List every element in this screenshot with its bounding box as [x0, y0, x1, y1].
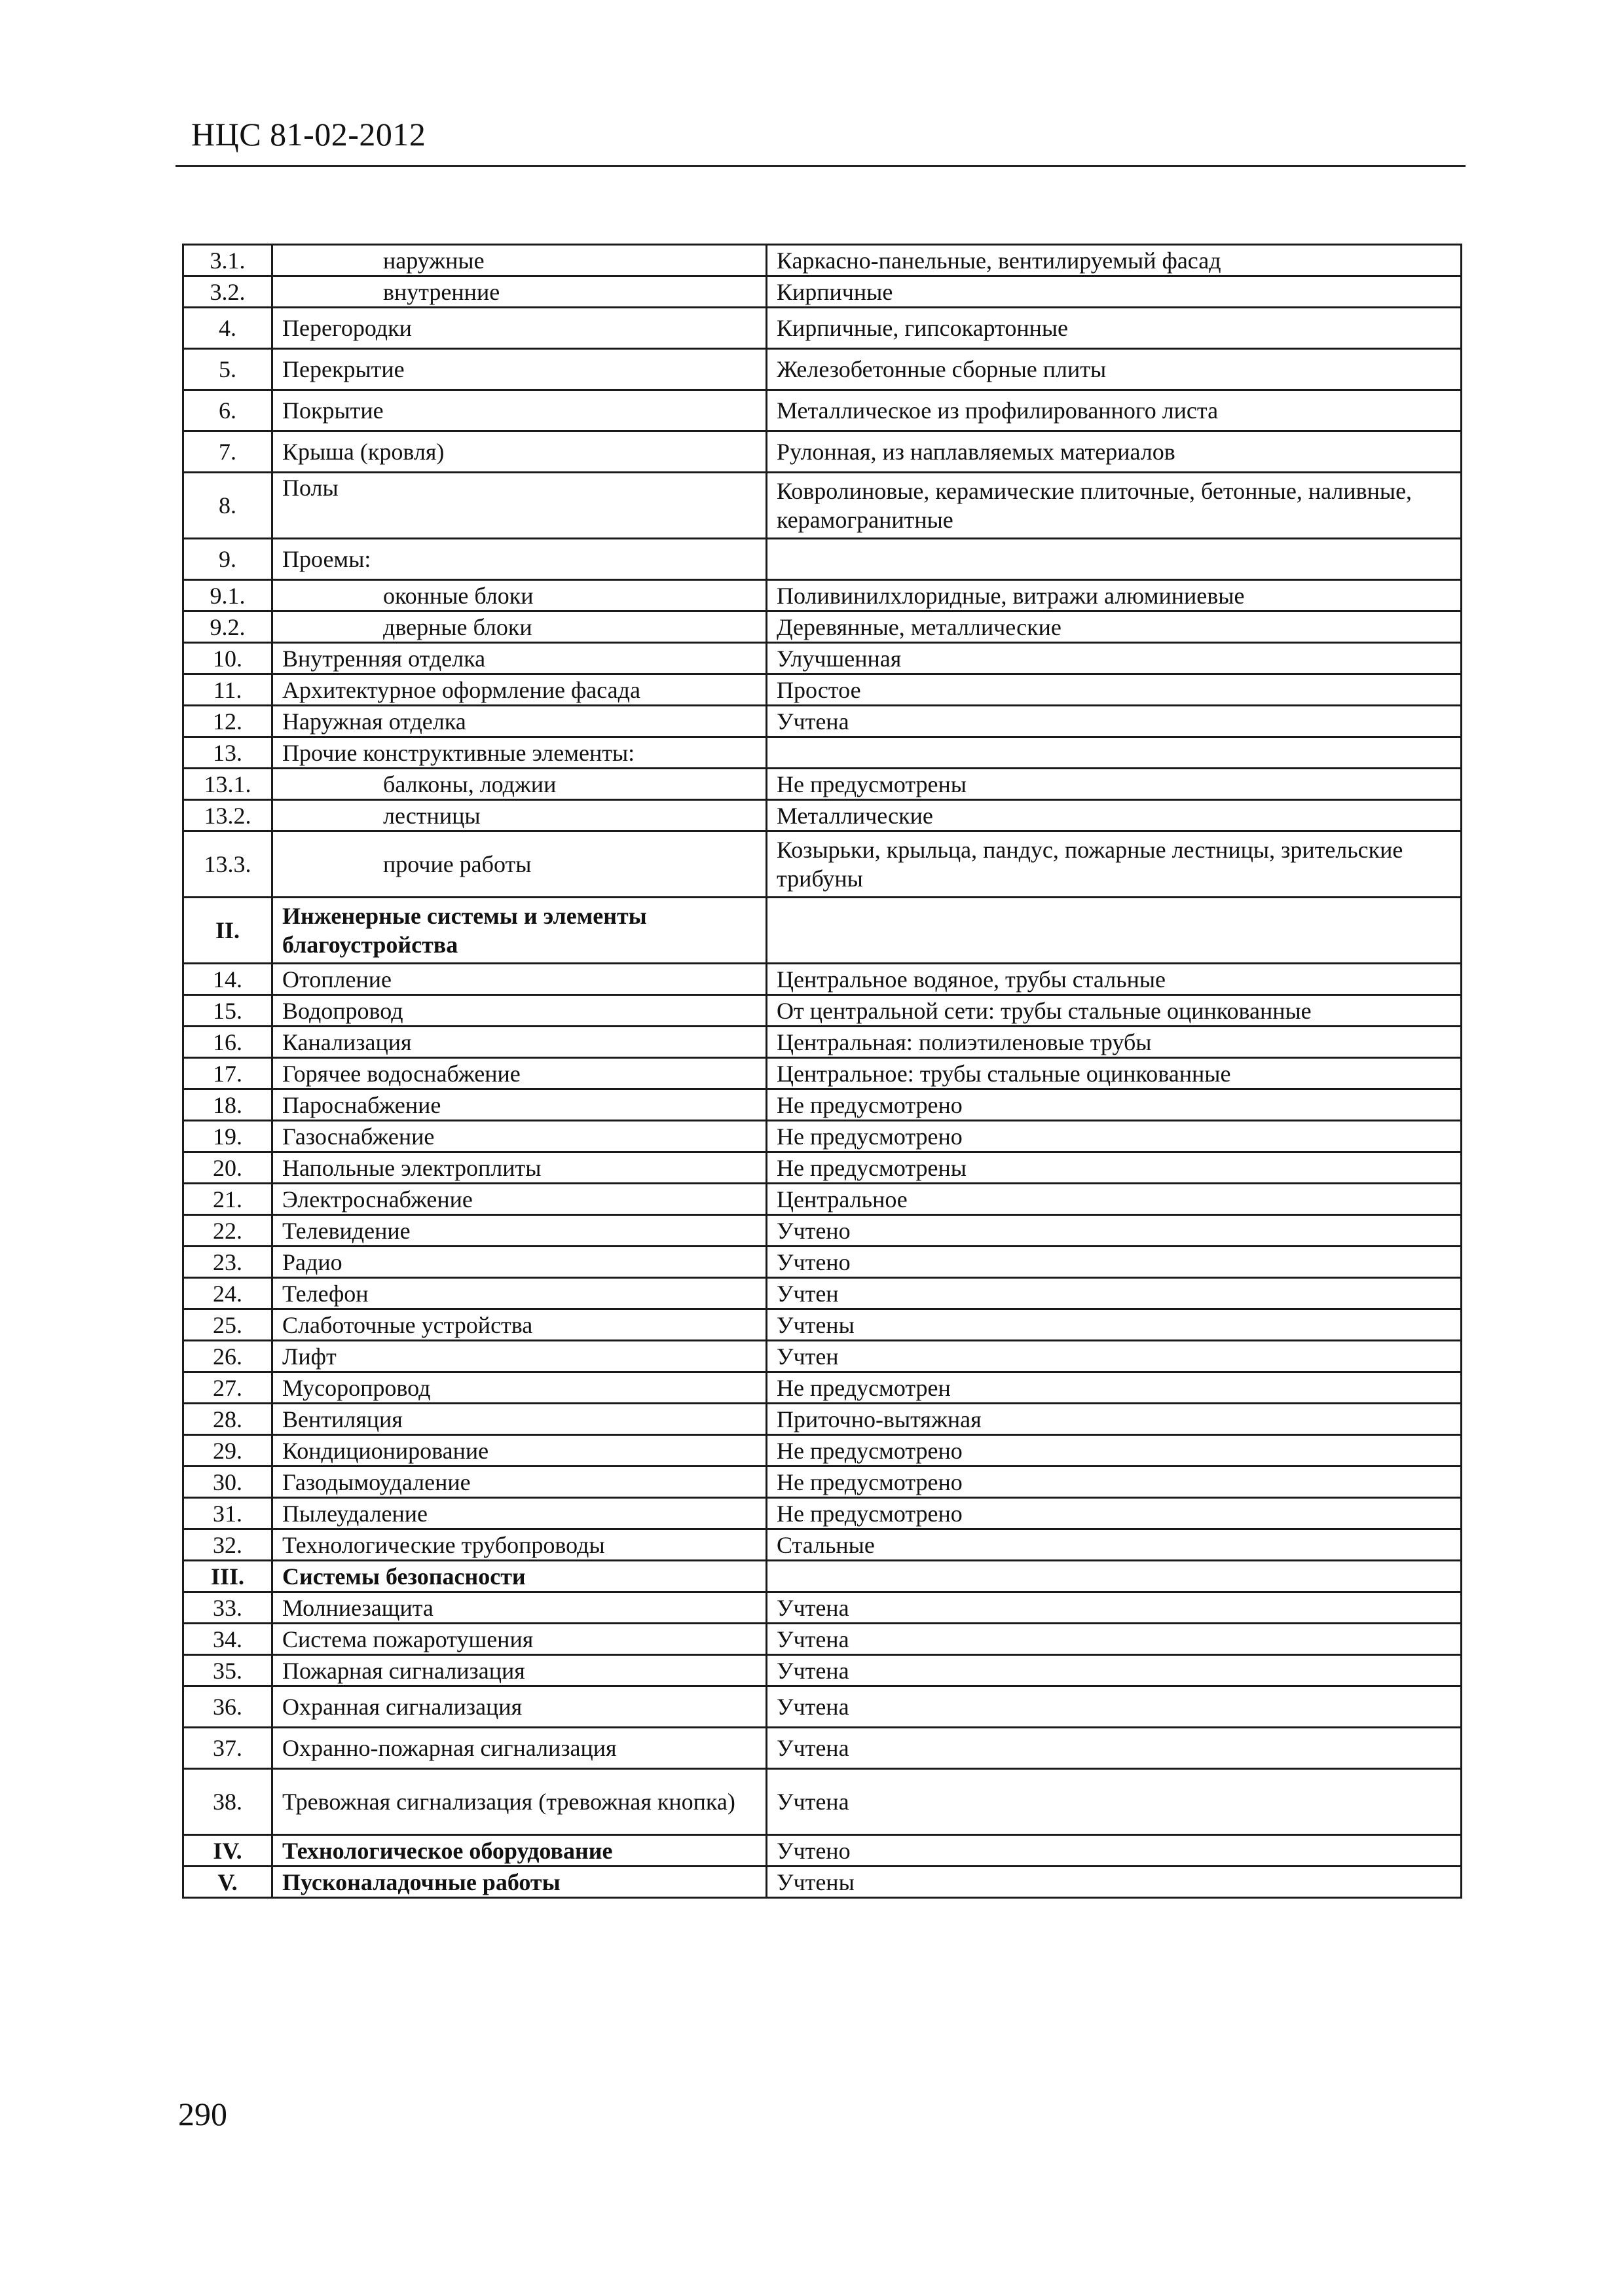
element-name: наружные: [272, 245, 767, 276]
element-description: Учтена: [767, 1592, 1462, 1624]
element-description: Деревянные, металлические: [767, 611, 1462, 643]
element-description: Центральное: [767, 1184, 1462, 1215]
element-description: Учтено: [767, 1247, 1462, 1278]
element-name: Лифт: [272, 1341, 767, 1372]
row-number: 8.: [183, 473, 272, 539]
element-description: Металлические: [767, 800, 1462, 831]
row-number: 5.: [183, 349, 272, 390]
table-row: [183, 1686, 1462, 1728]
table-row: [183, 580, 1462, 611]
element-name: Газодымоудаление: [272, 1467, 767, 1498]
row-number: 37.: [183, 1728, 272, 1769]
element-name: Перегородки: [272, 308, 767, 349]
table-row: [183, 349, 1462, 390]
table-row: [183, 1121, 1462, 1152]
element-description: [767, 539, 1462, 580]
table-row: [183, 1655, 1462, 1686]
element-description: Центральное: трубы стальные оцинкованные: [767, 1058, 1462, 1089]
table-row: [183, 769, 1462, 800]
row-number: 7.: [183, 431, 272, 473]
table-row: [183, 1404, 1462, 1435]
element-description: Учтена: [767, 706, 1462, 737]
element-name: Системы безопасности: [272, 1561, 767, 1592]
element-description: Приточно-вытяжная: [767, 1404, 1462, 1435]
element-name: Кондиционирование: [272, 1435, 767, 1467]
table-row: [183, 1529, 1462, 1561]
row-number: 16.: [183, 1027, 272, 1058]
element-name: Тревожная сигнализация (тревожная кнопка): [272, 1769, 767, 1835]
element-name: Проемы:: [272, 539, 767, 580]
row-number: 10.: [183, 643, 272, 674]
element-description: Учтена: [767, 1728, 1462, 1769]
element-description: [767, 898, 1462, 964]
element-description: Поливинилхлоридные, витражи алюминиевые: [767, 580, 1462, 611]
element-description: От центральной сети: трубы стальные оцинкованные: [767, 995, 1462, 1027]
table-row: [183, 1027, 1462, 1058]
table-row: [183, 964, 1462, 995]
element-description: Учтен: [767, 1341, 1462, 1372]
table-row: [183, 539, 1462, 580]
element-name: Канализация: [272, 1027, 767, 1058]
element-description: Учтен: [767, 1278, 1462, 1309]
table-row: [183, 831, 1462, 898]
row-number: 13.1.: [183, 769, 272, 800]
row-number: 22.: [183, 1215, 272, 1247]
element-name: Система пожаротушения: [272, 1624, 767, 1655]
table-row: [183, 737, 1462, 769]
row-number: V.: [183, 1867, 272, 1898]
table-row: [183, 1435, 1462, 1467]
table-row: [183, 1309, 1462, 1341]
element-description: Не предусмотрено: [767, 1121, 1462, 1152]
element-name: Инженерные системы и элементы благоустройства: [272, 898, 767, 964]
table-row: [183, 1341, 1462, 1372]
row-number: 29.: [183, 1435, 272, 1467]
element-name: внутренние: [272, 276, 767, 308]
table-row: [183, 643, 1462, 674]
element-name: Технологическое оборудование: [272, 1835, 767, 1867]
header-divider: [175, 165, 1466, 167]
element-description: Учтены: [767, 1309, 1462, 1341]
table-body: [183, 245, 1462, 1898]
table-row: [183, 276, 1462, 308]
row-number: 31.: [183, 1498, 272, 1529]
row-number: 35.: [183, 1655, 272, 1686]
table-row: [183, 1867, 1462, 1898]
element-description: [767, 1561, 1462, 1592]
row-number: 36.: [183, 1686, 272, 1728]
element-name: Пожарная сигнализация: [272, 1655, 767, 1686]
row-number: 11.: [183, 674, 272, 706]
element-description: Кирпичные, гипсокартонные: [767, 308, 1462, 349]
row-number: 34.: [183, 1624, 272, 1655]
element-description: Учтены: [767, 1867, 1462, 1898]
element-name: лестницы: [272, 800, 767, 831]
element-name: Покрытие: [272, 390, 767, 431]
row-number: 14.: [183, 964, 272, 995]
element-name: Внутренняя отделка: [272, 643, 767, 674]
table-row: [183, 1624, 1462, 1655]
row-number: 9.1.: [183, 580, 272, 611]
characteristics-table: [182, 244, 1462, 1899]
table-row: [183, 1561, 1462, 1592]
element-description: Учтена: [767, 1686, 1462, 1728]
element-description: Центральное водяное, трубы стальные: [767, 964, 1462, 995]
element-name: Пароснабжение: [272, 1089, 767, 1121]
table-row: [183, 898, 1462, 964]
table-row: [183, 390, 1462, 431]
table-row: [183, 473, 1462, 539]
element-description: Не предусмотрено: [767, 1498, 1462, 1529]
element-description: Учтена: [767, 1769, 1462, 1835]
row-number: IV.: [183, 1835, 272, 1867]
element-name: прочие работы: [272, 831, 767, 898]
row-number: 17.: [183, 1058, 272, 1089]
row-number: 13.2.: [183, 800, 272, 831]
row-number: III.: [183, 1561, 272, 1592]
row-number: 12.: [183, 706, 272, 737]
element-name: Напольные электроплиты: [272, 1152, 767, 1184]
row-number: 19.: [183, 1121, 272, 1152]
row-number: 18.: [183, 1089, 272, 1121]
element-description: Учтено: [767, 1835, 1462, 1867]
element-name: Электроснабжение: [272, 1184, 767, 1215]
element-description: Рулонная, из наплавляемых материалов: [767, 431, 1462, 473]
row-number: 9.: [183, 539, 272, 580]
table-row: [183, 1278, 1462, 1309]
element-name: Технологические трубопроводы: [272, 1529, 767, 1561]
element-description: Не предусмотрен: [767, 1372, 1462, 1404]
row-number: 24.: [183, 1278, 272, 1309]
element-name: Телефон: [272, 1278, 767, 1309]
element-name: Пусконаладочные работы: [272, 1867, 767, 1898]
element-name: Архитектурное оформление фасада: [272, 674, 767, 706]
page-number: 290: [178, 2096, 227, 2132]
table-row: [183, 308, 1462, 349]
element-name: Водопровод: [272, 995, 767, 1027]
element-name: Наружная отделка: [272, 706, 767, 737]
row-number: 6.: [183, 390, 272, 431]
element-description: Кирпичные: [767, 276, 1462, 308]
row-number: 27.: [183, 1372, 272, 1404]
row-number: 9.2.: [183, 611, 272, 643]
row-number: 38.: [183, 1769, 272, 1835]
row-number: 20.: [183, 1152, 272, 1184]
row-number: 21.: [183, 1184, 272, 1215]
table-row: [183, 1769, 1462, 1835]
table-row: [183, 1247, 1462, 1278]
element-description: Не предусмотрено: [767, 1467, 1462, 1498]
table-row: [183, 1467, 1462, 1498]
element-name: Горячее водоснабжение: [272, 1058, 767, 1089]
element-name: Молниезащита: [272, 1592, 767, 1624]
table-row: [183, 706, 1462, 737]
element-description: Простое: [767, 674, 1462, 706]
table-row: [183, 1498, 1462, 1529]
element-description: Не предусмотрено: [767, 1089, 1462, 1121]
element-description: Центральная: полиэтиленовые трубы: [767, 1027, 1462, 1058]
element-name: Перекрытие: [272, 349, 767, 390]
element-name: Прочие конструктивные элементы:: [272, 737, 767, 769]
row-number: 4.: [183, 308, 272, 349]
table-row: [183, 1728, 1462, 1769]
table-row: [183, 245, 1462, 276]
table-row: [183, 1089, 1462, 1121]
table-row: [183, 995, 1462, 1027]
element-description: Учтено: [767, 1215, 1462, 1247]
element-name: Крыша (кровля): [272, 431, 767, 473]
element-description: Не предусмотрены: [767, 1152, 1462, 1184]
element-name: Отопление: [272, 964, 767, 995]
element-name: Телевидение: [272, 1215, 767, 1247]
element-name: Вентиляция: [272, 1404, 767, 1435]
document-code: НЦС 81-02-2012: [191, 116, 426, 153]
element-description: [767, 737, 1462, 769]
element-name: оконные блоки: [272, 580, 767, 611]
element-name: Радио: [272, 1247, 767, 1278]
table-row: [183, 1592, 1462, 1624]
row-number: 28.: [183, 1404, 272, 1435]
element-description: Учтена: [767, 1655, 1462, 1686]
element-name: Охранная сигнализация: [272, 1686, 767, 1728]
element-name: балконы, лоджии: [272, 769, 767, 800]
element-name: Мусоропровод: [272, 1372, 767, 1404]
element-name: Газоснабжение: [272, 1121, 767, 1152]
element-name: Слаботочные устройства: [272, 1309, 767, 1341]
element-description: Каркасно-панельные, вентилируемый фасад: [767, 245, 1462, 276]
row-number: 23.: [183, 1247, 272, 1278]
element-name: Пылеудаление: [272, 1498, 767, 1529]
row-number: 33.: [183, 1592, 272, 1624]
element-description: Не предусмотрено: [767, 1435, 1462, 1467]
element-name: Охранно-пожарная сигнализация: [272, 1728, 767, 1769]
row-number: 15.: [183, 995, 272, 1027]
table-row: [183, 611, 1462, 643]
element-description: Металлическое из профилированного листа: [767, 390, 1462, 431]
table-row: [183, 674, 1462, 706]
row-number: 3.1.: [183, 245, 272, 276]
row-number: 32.: [183, 1529, 272, 1561]
element-description: Не предусмотрены: [767, 769, 1462, 800]
row-number: 25.: [183, 1309, 272, 1341]
element-description: Стальные: [767, 1529, 1462, 1561]
row-number: II.: [183, 898, 272, 964]
table-row: [183, 1184, 1462, 1215]
table-row: [183, 1835, 1462, 1867]
table-row: [183, 1215, 1462, 1247]
row-number: 13.3.: [183, 831, 272, 898]
row-number: 30.: [183, 1467, 272, 1498]
row-number: 26.: [183, 1341, 272, 1372]
table-row: [183, 431, 1462, 473]
element-description: Учтена: [767, 1624, 1462, 1655]
table-row: [183, 1058, 1462, 1089]
row-number: 13.: [183, 737, 272, 769]
table-row: [183, 800, 1462, 831]
table-row: [183, 1152, 1462, 1184]
element-description: Ковролиновые, керамические плиточные, бетонные, наливные, керамогранитные: [767, 473, 1462, 539]
element-description: Улучшенная: [767, 643, 1462, 674]
element-description: Козырьки, крыльца, пандус, пожарные лестницы, зрительские трибуны: [767, 831, 1462, 898]
table-row: [183, 1372, 1462, 1404]
element-description: Железобетонные сборные плиты: [767, 349, 1462, 390]
element-name: Полы: [272, 473, 767, 539]
row-number: 3.2.: [183, 276, 272, 308]
element-name: дверные блоки: [272, 611, 767, 643]
